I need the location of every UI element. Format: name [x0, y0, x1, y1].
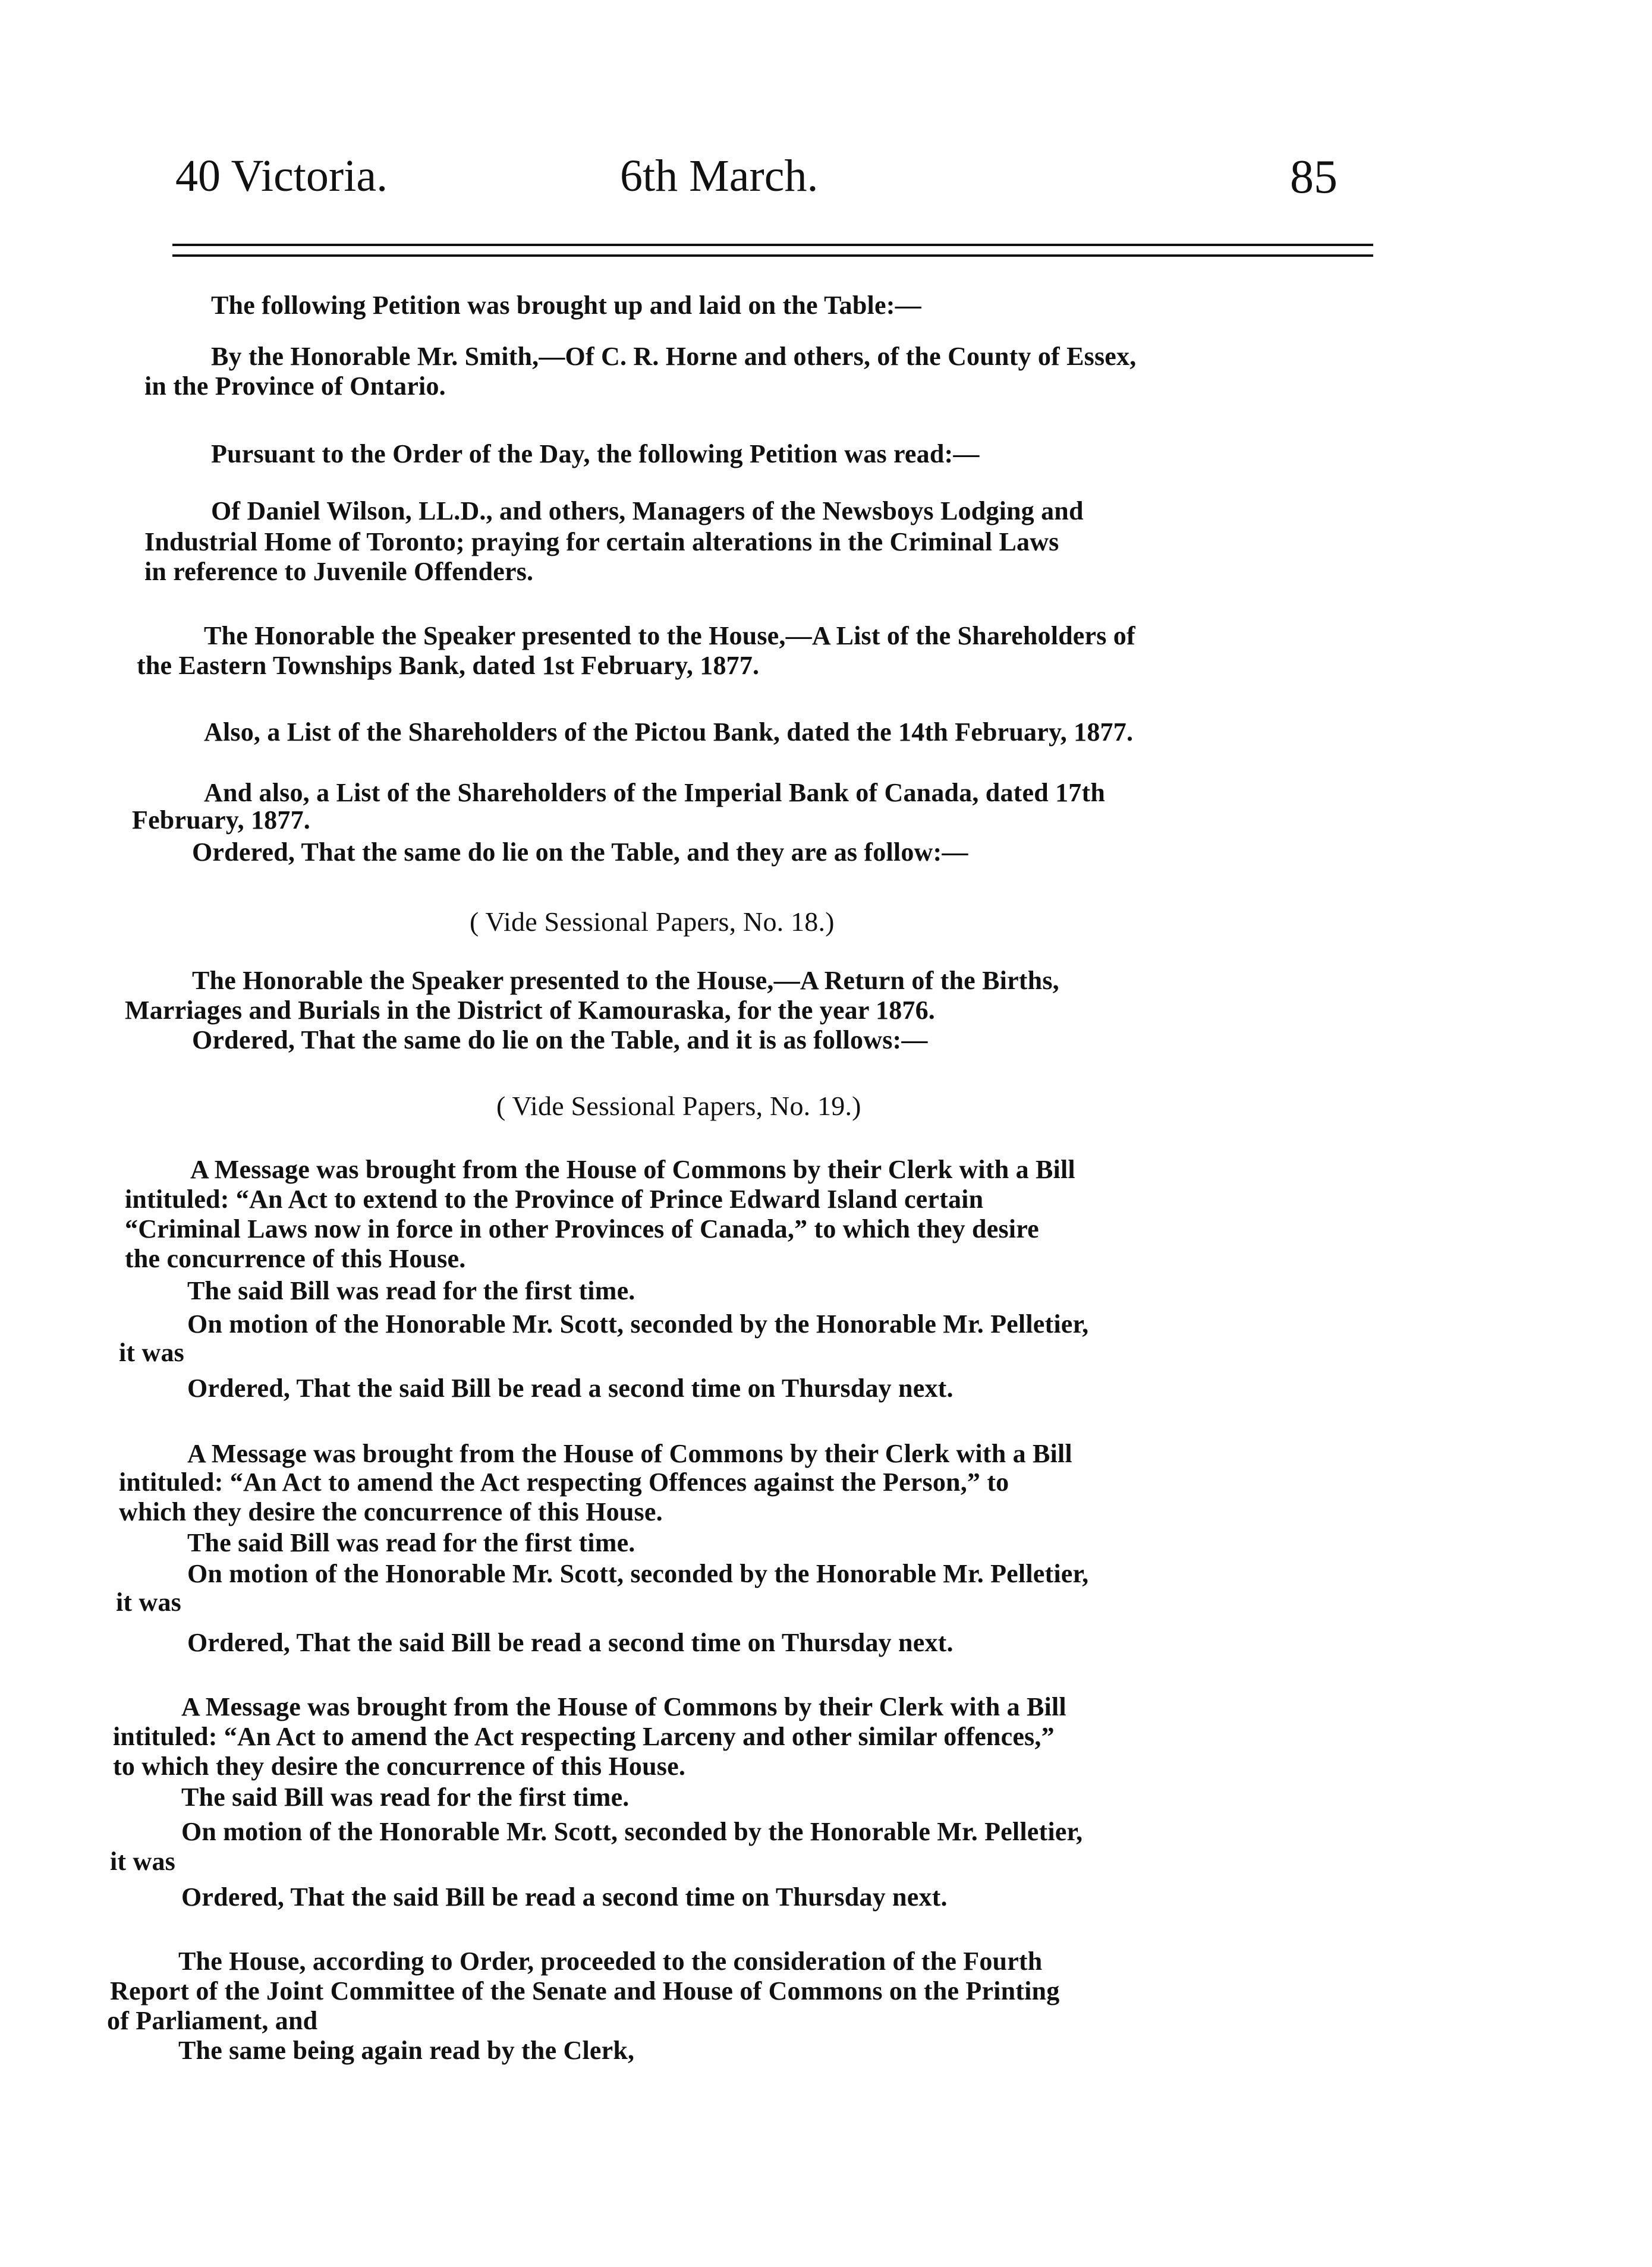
text-line: ( Vide Sessional Papers, No. 19.) — [496, 1091, 861, 1121]
text-line: in reference to Juvenile Offenders. — [144, 557, 534, 586]
text-line: Report of the Joint Committee of the Senate and House of Commons on the Printing — [110, 1976, 1060, 2005]
text-line: Marriages and Burials in the District of Kamouraska, for the year 1876. — [125, 996, 936, 1025]
page-number: 85 — [1290, 151, 1338, 203]
text-line: the concurrence of this House. — [125, 1244, 466, 1273]
text-line: A Message was brought from the House of Commons by their Clerk with a Bill — [187, 1439, 1072, 1468]
text-line: ( Vide Sessional Papers, No. 18.) — [470, 906, 835, 937]
text-line: On motion of the Honorable Mr. Scott, seconded by the Honorable Mr. Pelletier, — [187, 1309, 1089, 1339]
text-line: intituled: “An Act to extend to the Province of Prince Edward Island certain — [125, 1185, 984, 1214]
running-head-left: 40 Victoria. — [175, 151, 388, 201]
text-line: Ordered, That the said Bill be read a second time on Thursday next. — [187, 1374, 954, 1403]
text-line: Ordered, That the same do lie on the Table, and they are as follow:— — [192, 837, 968, 867]
text-line: of Parliament, and — [107, 2006, 318, 2035]
text-line: in the Province of Ontario. — [144, 371, 446, 401]
text-line: Ordered, That the said Bill be read a second time on Thursday next. — [187, 1628, 954, 1657]
text-line: The said Bill was read for the first time. — [181, 1783, 630, 1812]
text-line: Ordered, That the said Bill be read a second time on Thursday next. — [181, 1882, 948, 1912]
text-line: to which they desire the concurrence of this House. — [113, 1752, 686, 1781]
text-line: the Eastern Townships Bank, dated 1st February, 1877. — [137, 651, 760, 680]
text-line: The following Petition was brought up and laid on the Table:— — [211, 291, 921, 320]
text-line: it was — [116, 1588, 181, 1617]
text-line: it was — [110, 1847, 175, 1876]
text-line: Ordered, That the same do lie on the Table, and it is as follows:— — [192, 1025, 928, 1054]
text-line: intituled: “An Act to amend the Act respecting Larceny and other similar offences,” — [113, 1722, 1055, 1751]
text-line: By the Honorable Mr. Smith,—Of C. R. Horne and others, of the County of Essex, — [211, 342, 1137, 371]
text-line: The same being again read by the Clerk, — [178, 2036, 635, 2065]
text-line: The Honorable the Speaker presented to the House,—A List of the Shareholders of — [204, 621, 1135, 650]
text-line: February, 1877. — [132, 805, 310, 835]
text-line: it was — [119, 1338, 184, 1367]
text-line: The said Bill was read for the first time. — [187, 1276, 635, 1305]
text-line: Industrial Home of Toronto; praying for certain alterations in the Criminal Laws — [144, 527, 1059, 556]
text-line: On motion of the Honorable Mr. Scott, seconded by the Honorable Mr. Pelletier, — [187, 1559, 1089, 1588]
text-line: The said Bill was read for the first time. — [187, 1528, 635, 1557]
running-head-center: 6th March. — [620, 151, 819, 201]
text-line: Of Daniel Wilson, LL.D., and others, Managers of the Newsboys Lodging and — [211, 496, 1084, 525]
text-line: And also, a List of the Shareholders of the Imperial Bank of Canada, dated 17th — [204, 778, 1106, 807]
text-line: The House, according to Order, proceeded to the consideration of the Fourth — [178, 1947, 1043, 1976]
header-rule-bottom — [172, 254, 1373, 257]
text-line: Also, a List of the Shareholders of the Pictou Bank, dated the 14th February, 1877. — [204, 717, 1134, 747]
text-line: A Message was brought from the House of Commons by their Clerk with a Bill — [181, 1692, 1066, 1721]
text-line: Pursuant to the Order of the Day, the following Petition was read:— — [211, 439, 980, 468]
header-rule-top — [172, 244, 1373, 246]
text-line: A Message was brought from the House of Commons by their Clerk with a Bill — [190, 1155, 1075, 1184]
text-line: “Criminal Laws now in force in other Provinces of Canada,” to which they desire — [125, 1214, 1039, 1243]
text-line: intituled: “An Act to amend the Act respecting Offences against the Person,” to — [119, 1468, 1009, 1497]
text-line: which they desire the concurrence of this House. — [119, 1497, 663, 1526]
text-line: On motion of the Honorable Mr. Scott, seconded by the Honorable Mr. Pelletier, — [181, 1817, 1083, 1846]
text-line: The Honorable the Speaker presented to the House,—A Return of the Births, — [192, 966, 1059, 995]
